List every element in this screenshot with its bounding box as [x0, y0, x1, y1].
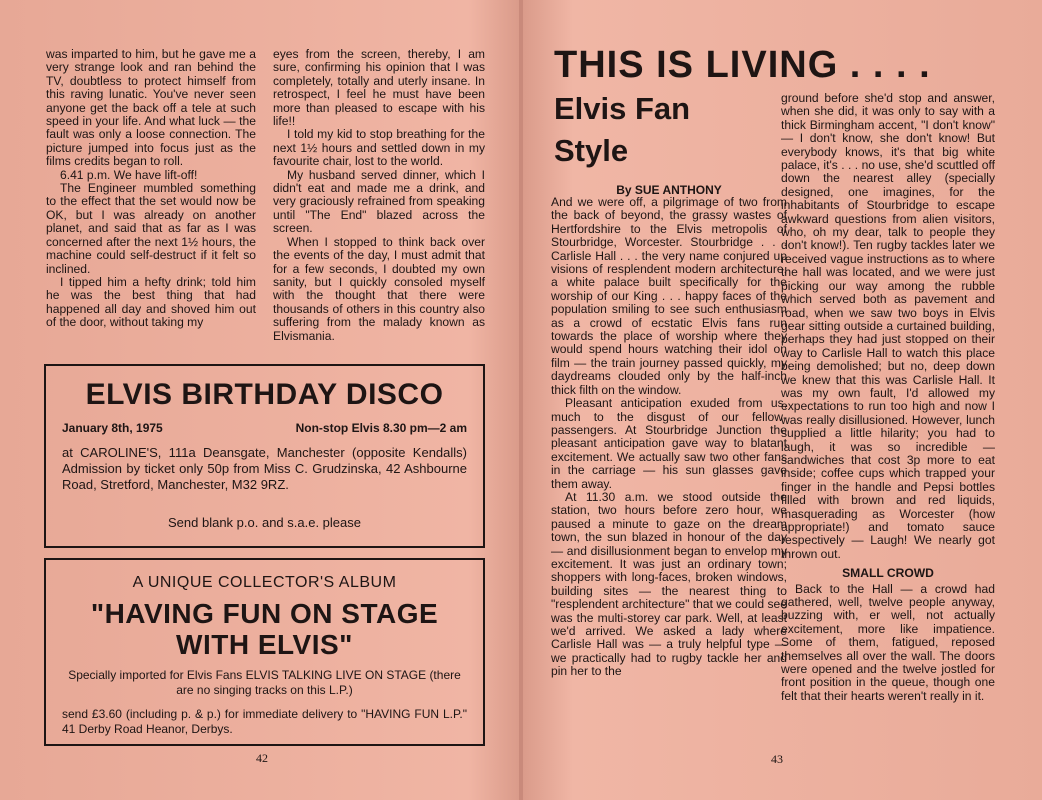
paragraph: Pleasant anticipation exuded from us, much to the disgust of our fellow-passengers. At Stourbridge Junction the pleasant anticipation gave way to blatant excitement. We actually saw two other fans in the carriage — his sun glasses gave them away. — [551, 396, 787, 491]
subtitle-line: Elvis Fan — [554, 91, 691, 126]
paragraph: 6.41 p.m. We have lift-off! — [60, 167, 198, 182]
paragraph: Back to the Hall — a crowd had gathered, well, twelve people anyway, buzzing with, er well, not actually excitement, more like impatience. Some of them, fatigued, reposed themselves all over the wall. The doors were opened and the twelve jostled for front position in the queue, though one felt that their hearts weren't really in it. — [781, 581, 995, 703]
disco-details: at CAROLINE'S, 111a Deansgate, Manchester (opposite Kendalls) Admission by ticket only 50p from Miss C. Grudzinska, 42 Ashbourne Road, Stretford, Manchester, M32 9RZ. — [62, 445, 467, 492]
page-number: 43 — [771, 752, 783, 766]
byline: By SUE ANTHONY — [616, 183, 722, 197]
article-title: THIS IS LIVING . . . . — [554, 44, 931, 86]
disco-send-note: Send blank p.o. and s.a.e. please — [168, 515, 361, 530]
article-column-2 — [781, 92, 995, 703]
disco-advert — [44, 364, 485, 548]
album-order-info: send £3.60 (including p. & p.) for immediate delivery to "HAVING FUN L.P." 41 Derby Road Heanor, Derbys. — [62, 707, 467, 736]
page-number: 42 — [256, 751, 268, 765]
right-page — [523, 0, 1042, 800]
story-column-1 — [46, 48, 256, 330]
paragraph: When I stopped to think back over the events of the day, I must admit that for a few seconds, I doubted my own sanity, but I quickly consoled myself with the thought that there were thousands of others in this country also suffering from the malady known as Elvismania. — [273, 234, 485, 343]
disco-title: ELVIS BIRTHDAY DISCO — [85, 378, 444, 411]
album-title-line: WITH ELVIS" — [176, 629, 353, 660]
album-advert — [44, 558, 485, 746]
paragraph: At 11.30 a.m. we stood outside the station, two hours before zero hour, we paused a minute to gaze on the dream town, the sun blazed in honour of the day — and disillusionment began to envelop my excitement. It was just an ordinary town; shoppers with long-faces, broken windows, building sites — the nearest thing to "resplendent architecture" that we could see was the multi-storey car park. Well, at least we'd arrived. We asked a lady where Carlisle Hall was — a truly helpful type — we practically had to rugby tackle her and pin her to the — [551, 489, 787, 679]
article-column-1 — [551, 196, 787, 679]
paragraph: I told my kid to stop breathing for the next 1½ hours and settled down in my favourite chair, lost to the world. — [273, 127, 485, 169]
left-page — [0, 0, 519, 800]
paragraph: And we were off, a pilgrimage of two from the back of beyond, the grassy wastes of Hertfordshire to the Elvis metropolis of Stourbridge, Worcester. Stourbridge . . . Carlisle Hall . . . the very name conjured up visions of resplendent modern architecture, a white palace built specifically for the worship of our King . . . happy faces of the population smiling to see such enthusiasm as a crowd of ecstatic Elvis fans run towards the place of worship where they would spend hours watching their idol on film — the train journey passed quickly, my daydreams clouded only by the half-inch thick filth on the window. — [551, 195, 787, 397]
paragraph: My husband served dinner, which I didn't eat and made me a drink, and very graciously refrained from speaking until "The End" blazed across the screen. — [273, 167, 485, 236]
story-column-2 — [273, 48, 485, 343]
album-title-line: "HAVING FUN ON STAGE — [90, 598, 439, 629]
paragraph: was imparted to him, but he gave me a very strange look and ran behind the TV, doubtless to protect himself from this raving lunatic. You've never seen anyone get the back off a tele at such speed in your life. And what luck — the fault was only a loose connection. The picture jumped into focus just as the films credits began to roll. — [46, 47, 256, 169]
paragraph: ground before she'd stop and answer, when she did, it was only to say with a thick Birmingham accent, "I don't know" — I don't know, she don't know! But everybody knows, it's that big white palace, it's . . . no use, she'd scuttled off down the nearest alley (specially designed, one imagines, for the inhabitants of Stourbridge to escape awkward questions from alien visitors, who, oh my dear, talk to people they don't know!). Ten rugby tackles later we received vague instructions as to where the hall was located, and we were just picking our way among the rubble which served both as pavement and road, when we saw two boys in Elvis gear sitting outside a curtained building, perhaps they had just stopped on their way to Carlisle Hall to watch this place being demolished; but no, deep down we knew that this was Carlisle Hall. It was my own fault, I'd allowed my expectations to run too high and now I was really disillusioned. However, lunch supplied a little hilarity; you had to laugh, it was so incredible — sandwiches that cost 3p more to eat inside; coffee cups which trapped your finger in the handle and Pepsi bottles filled with brown and red liquids, masquerading as Worcester (how appropriate!) and tomato sauce respectively — Laugh! We nearly got thrown out. — [781, 91, 995, 561]
album-description: Specially imported for Elvis Fans ELVIS TALKING LIVE ON STAGE (there are no singing tracks on this L.P.) — [68, 668, 461, 697]
paragraph: The Engineer mumbled something to the effect that the set would now be OK, but I was already on another planet, and said that as far as I was concerned after the next 1½ hours, the machine could self-destruct if it felt so inclined. — [46, 181, 256, 276]
paragraph: eyes from the screen, thereby, I am sure, confirming his opinion that I was completely, totally and uterly insane. In retrospect, I feel he must have been more than pleased to escape with his life!! — [273, 47, 485, 129]
album-title — [46, 598, 483, 660]
disco-date: January 8th, 1975 — [62, 421, 163, 435]
paragraph: I tipped him a hefty drink; told him he was the best thing that had happened all day and shoved him out of the door, without taking my — [46, 274, 256, 330]
subtitle-line: Style — [554, 133, 629, 168]
album-subtitle: A UNIQUE COLLECTOR'S ALBUM — [132, 574, 397, 591]
section-subheading: SMALL CROWD — [842, 566, 934, 581]
disco-time: Non-stop Elvis 8.30 pm—2 am — [295, 421, 467, 435]
article-subtitle — [554, 88, 690, 172]
